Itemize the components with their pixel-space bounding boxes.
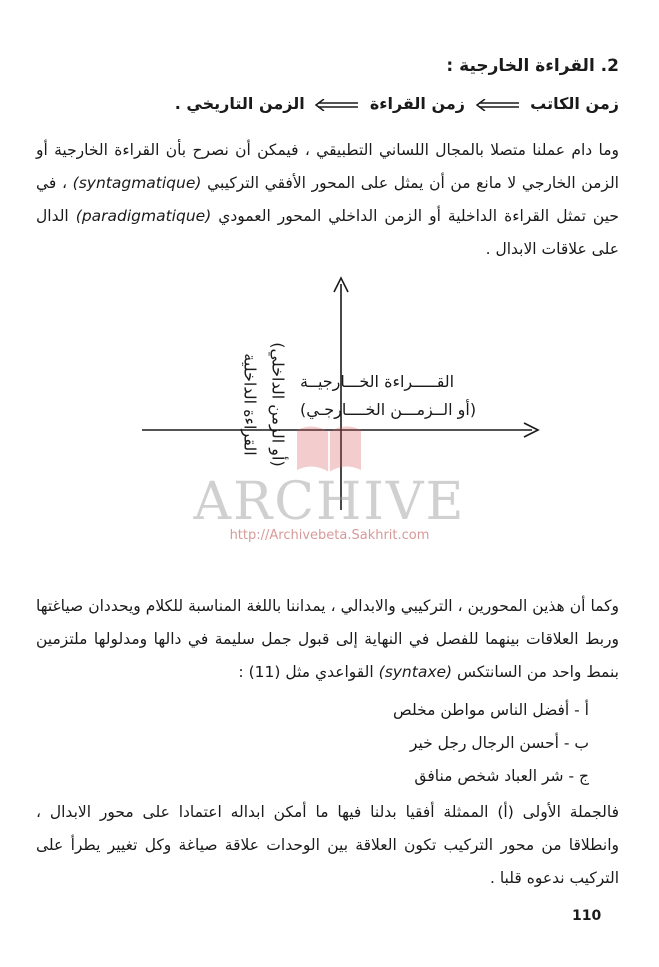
- paragraph-2: [36, 590, 619, 689]
- chain-item-reading-time: زمن القراءة: [369, 94, 465, 113]
- paragraph-1-text-a: وما دام عملنا متصلا بالمجال اللساني التطبيقي ، فيمكن أن نصرح بأن القراءة الخارجية أو الزمن الخارجي لا مانع من أن يمثل على المحور الأفقي التركيبي: [36, 141, 619, 192]
- paragraph-1: [36, 134, 619, 266]
- examples-list: [393, 694, 589, 793]
- time-chain: [175, 94, 619, 113]
- chain-item-writer-time: زمن الكاتب: [530, 94, 619, 113]
- paragraph-1-text-c: الدال على علاقات الابدال .: [36, 207, 619, 258]
- vertical-axis-sublabel: (أو الزمن الداخلي): [268, 342, 288, 467]
- double-arrow-icon: [475, 99, 521, 111]
- vertical-axis-label: القراءة الداخلية: [240, 353, 260, 456]
- double-arrow-icon: [314, 99, 360, 111]
- horizontal-axis-label: القـــــراءة الخـــارجيــة: [300, 372, 455, 391]
- horizontal-axis-sublabel: (أو الــزمـــن الخــــارجـي): [300, 400, 477, 419]
- term-syntagmatique: (syntagmatique): [72, 174, 202, 192]
- paragraph-3: فالجملة الأولى (أ) الممثلة أفقيا بدلنا فيها ما أمكن ابداله اعتمادا على محور الابدال ، وانطلاقا من محور التركيب تكون العلاقة بين الوحدات علاقة صياغة وكل تغيير يطرأ على التركيب ندعوه قلبا .: [36, 803, 619, 887]
- example-a: أ - أفضل الناس مواطن مخلص: [393, 701, 589, 719]
- archive-book-icon: [293, 420, 365, 474]
- term-syntaxe: (syntaxe): [378, 663, 453, 681]
- paragraph-2-text-a: وكما أن هذين المحورين ، التركيبي والابدالي ، يمداننا باللغة المناسبة للكلام ويحددان صياغتها وربط العلاقات بينهما للفصل في النهاية إلى قبول جمل سليمة في دالها ومدلولها ملتزمين بنمط واحد من السانتكس: [36, 597, 619, 681]
- paragraph-1-text-b: ، في حين تمثل القراءة الداخلية أو الزمن الداخلي المحور العمودي: [36, 174, 619, 225]
- example-c: ج - شر العباد شخص منافق: [414, 767, 589, 785]
- section-heading: 2. القراءة الخارجية :: [446, 56, 619, 76]
- archive-watermark-logo: ARCHIVE: [193, 472, 466, 532]
- page-number: 110: [572, 908, 602, 924]
- example-b: ب - أحسن الرجال رجل خير: [409, 734, 589, 752]
- paragraph-2-text-b: القواعدي مثل (11) :: [238, 663, 374, 681]
- term-paradigmatique: (paradigmatique): [75, 207, 212, 225]
- archive-watermark-url: http://Archivebeta.Sakhrit.com: [229, 528, 430, 543]
- chain-item-historical-time: الزمن التاريخي .: [174, 94, 305, 113]
